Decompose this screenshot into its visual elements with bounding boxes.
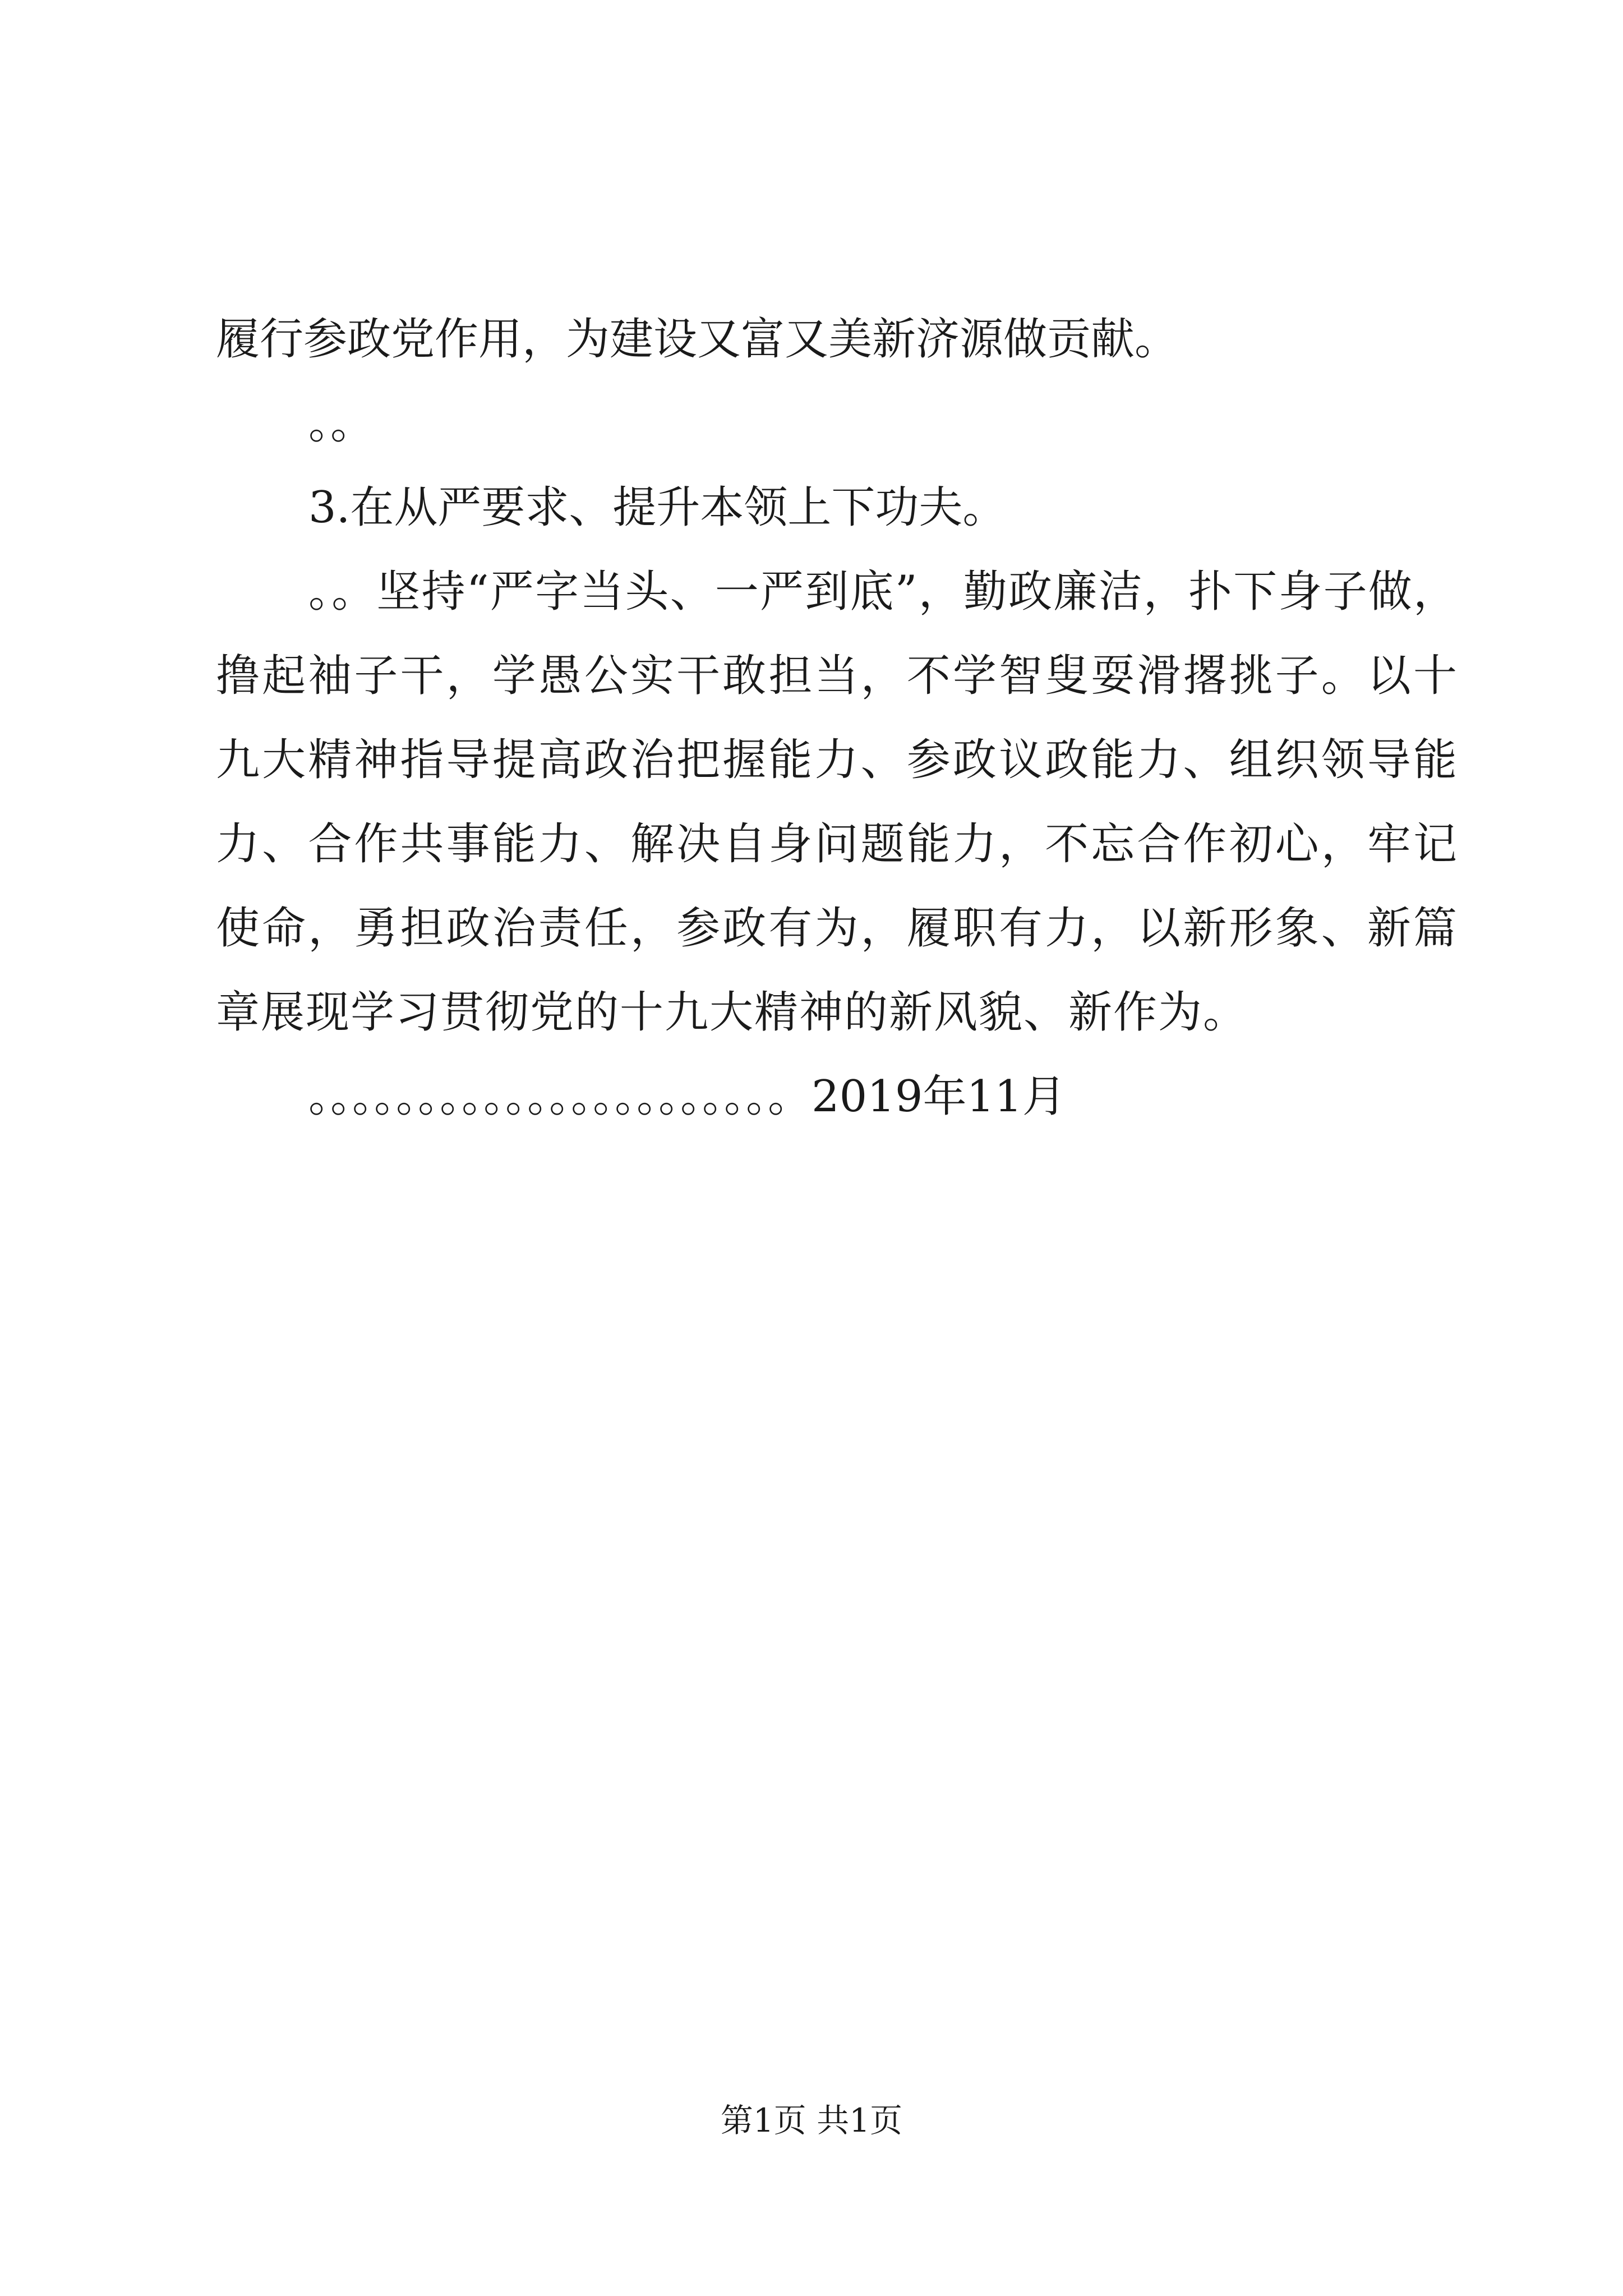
- section-heading: 3.在从严要求、提升本领上下功夫。: [308, 482, 1007, 533]
- date-line: 。。。。。。。。。。。。。。。。。。。。。。2019年11月: [308, 1071, 1066, 1122]
- body-paragraph: 。。坚持“严字当头、一严到底”，勤政廉洁，扑下身子做，撸起袖子干，学愚公实干敢担当，不学智叟耍滑撂挑子。以十九大精神指导提高政治把握能力、参政议政能力、组织领导能力、合作共事能力、解决自身问题能力，不忘合作初心，牢记使命，勇担政治责任，参政有为，履职有力，以新形象、新篇章展现学习贯彻党的十九大精神的新风貌、新作为。: [216, 567, 1458, 1038]
- document-body: [216, 297, 1458, 1139]
- paragraph-line-2: 。。: [308, 398, 375, 449]
- paragraph-line-1: 履行参政党作用，为建设又富又美新济源做贡献。: [216, 314, 1179, 365]
- page-footer: 第1页 共1页: [720, 2101, 903, 2139]
